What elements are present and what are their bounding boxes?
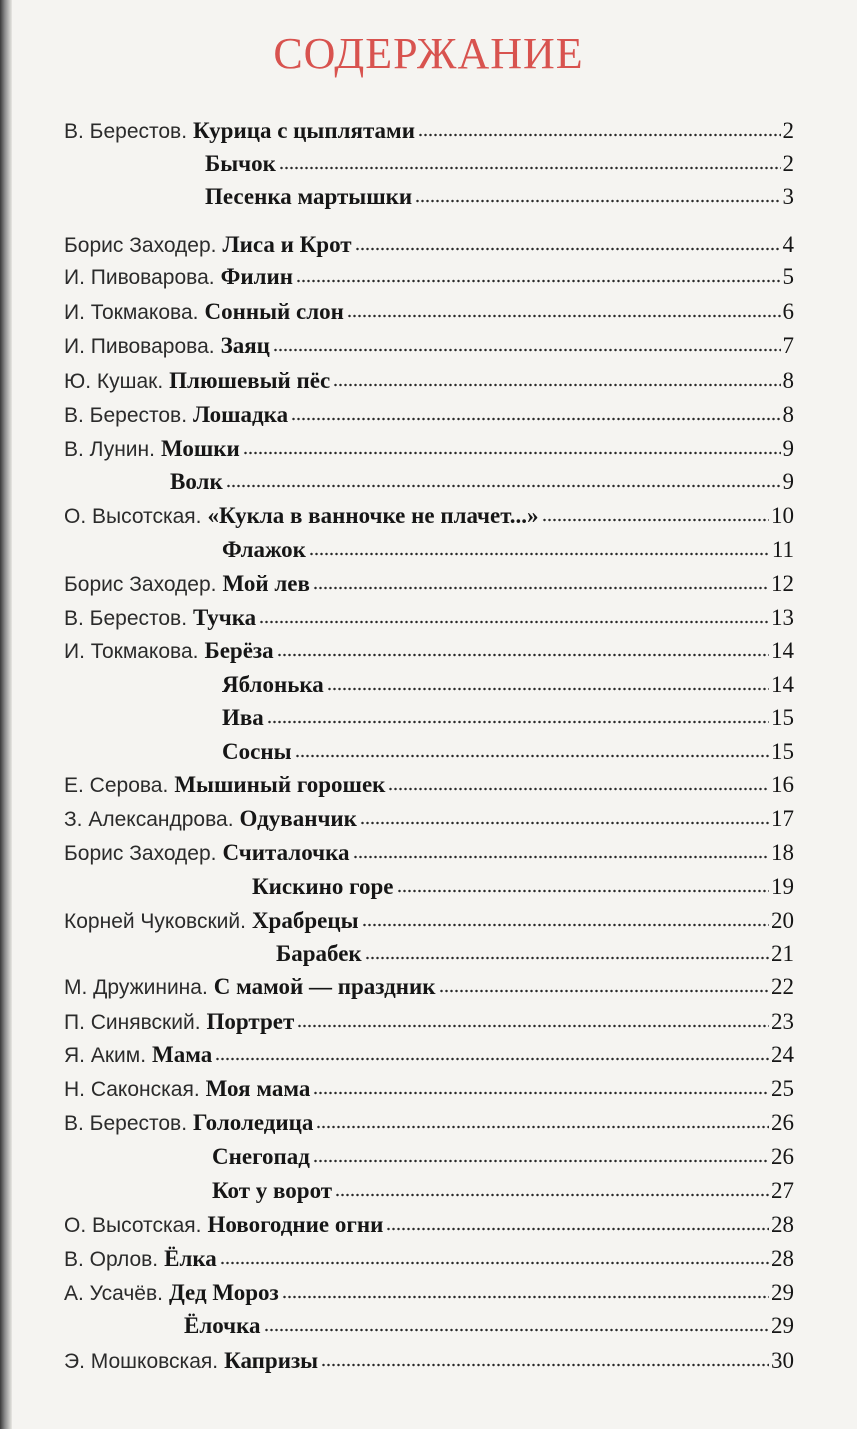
toc-entry (64, 1003, 794, 1035)
toc-page-number: 7 (782, 333, 794, 358)
toc-dot-leader (296, 278, 780, 284)
toc-author: В. Лунин. (64, 438, 155, 461)
toc-title: Лиса и Крот (222, 232, 352, 257)
toc-entry (64, 327, 794, 359)
toc-dot-leader (313, 1090, 769, 1096)
toc-page-number: 11 (771, 537, 794, 562)
toc-entry (64, 293, 794, 325)
toc-entry (64, 258, 794, 290)
toc-title: Гололедица (193, 1110, 314, 1135)
toc-page-number: 25 (771, 1076, 794, 1101)
toc-entry (64, 1070, 794, 1102)
toc-title: Новогодние огни (207, 1212, 384, 1237)
toc-title: Мышиный горошек (174, 772, 386, 797)
toc-page-number: 29 (771, 1313, 794, 1338)
toc-page-number: 28 (771, 1212, 794, 1237)
toc-entry (64, 632, 794, 664)
toc-title: Одуванчик (239, 806, 357, 831)
toc-entry (64, 968, 794, 1000)
toc-entry (64, 1036, 794, 1068)
toc-page-number: 20 (771, 908, 794, 933)
toc-title: Плюшевый пёс (169, 368, 331, 393)
toc-entry (212, 1138, 794, 1170)
toc-author: О. Высотская. (64, 1214, 202, 1237)
toc-title: Барабек (276, 941, 362, 966)
toc-entry (276, 935, 794, 967)
toc-dot-leader (215, 1056, 769, 1062)
toc-entry (212, 1172, 794, 1204)
toc-dot-leader (313, 585, 769, 591)
toc-title: Песенка мартышки (205, 184, 413, 209)
toc-title: Лошадка (193, 402, 289, 427)
toc-entry (64, 800, 794, 832)
toc-entry (64, 834, 794, 866)
toc-dot-leader (362, 922, 769, 928)
toc-dot-leader (360, 820, 769, 826)
toc-title: Сосны (222, 739, 292, 764)
toc-author: В. Берестов. (64, 120, 188, 143)
toc-dot-leader (397, 888, 769, 894)
toc-title: Берёза (204, 638, 274, 663)
toc-page-number: 8 (782, 402, 794, 427)
toc-title: Моя мама (205, 1076, 311, 1101)
toc-author: Н. Саконская. (64, 1078, 200, 1101)
toc-title: Храбрецы (251, 908, 359, 933)
toc-page-number: 14 (771, 638, 794, 663)
toc-entry (64, 497, 794, 529)
toc-dot-leader (333, 382, 780, 388)
toc-dot-leader (297, 1023, 769, 1029)
toc-author: Борис Заходер. (64, 573, 217, 596)
toc-author: О. Высотская. (64, 505, 202, 528)
toc-entry (64, 1206, 794, 1238)
toc-title: Тучка (193, 605, 257, 630)
toc-title: Бычок (205, 151, 276, 176)
toc-title: Филин (220, 264, 294, 289)
toc-author: Ю. Кушак. (64, 370, 164, 393)
toc-title: Снегопад (212, 1144, 310, 1169)
toc-dot-leader (282, 1294, 769, 1300)
toc-entry (222, 666, 794, 698)
toc-page-number: 22 (771, 974, 794, 999)
toc-author: Борис Заходер. (64, 234, 217, 257)
toc-entry (64, 1240, 794, 1272)
toc-title: Дед Мороз (168, 1280, 279, 1305)
toc-page-number: 3 (782, 184, 794, 209)
toc-entry (222, 733, 794, 765)
toc-page-number: 10 (771, 503, 794, 528)
toc-author: З. Александрова. (64, 808, 234, 831)
toc-title: Кот у ворот (212, 1178, 333, 1203)
toc-page-number: 13 (771, 605, 794, 630)
toc-entry (170, 463, 794, 495)
page-title: СОДЕРЖАНИЕ (273, 29, 584, 78)
toc-page-number: 21 (771, 941, 794, 966)
toc-entry (64, 599, 794, 631)
toc-author: И. Токмакова. (64, 301, 199, 324)
toc-dot-leader (418, 132, 781, 138)
toc-author: Е. Серова. (64, 774, 169, 797)
toc-dot-leader (295, 753, 769, 759)
page-spine-shadow (0, 0, 12, 1429)
toc-page-number: 15 (771, 705, 794, 730)
toc-title: Мошки (160, 436, 240, 461)
toc-title: Курица с цыплятами (193, 118, 415, 143)
toc-title: Яблонька (222, 672, 324, 697)
toc-page-number: 26 (771, 1144, 794, 1169)
toc-dot-leader (386, 1226, 769, 1232)
toc-page-number: 6 (782, 299, 794, 324)
toc-entry (64, 396, 794, 428)
toc-page-number: 16 (771, 772, 794, 797)
toc-title: Сонный слон (204, 299, 344, 324)
toc-title: Флажок (222, 537, 306, 562)
toc-dot-leader (321, 1362, 769, 1368)
toc-dot-leader (415, 198, 780, 204)
toc-dot-leader (273, 347, 781, 353)
toc-dot-leader (327, 686, 769, 692)
toc-author: А. Усачёв. (64, 1282, 163, 1305)
toc-entry (64, 766, 794, 798)
toc-entry (64, 1274, 794, 1306)
toc-page-number: 4 (782, 232, 794, 257)
toc-author: Я. Аким. (64, 1044, 147, 1067)
toc-dot-leader (439, 988, 769, 994)
toc-page-number: 15 (771, 739, 794, 764)
toc-author: В. Берестов. (64, 404, 188, 427)
toc-title: Волк (170, 469, 223, 494)
toc-dot-leader (347, 313, 781, 319)
toc-entry (222, 531, 794, 563)
toc-page-number: 5 (782, 264, 794, 289)
toc-page-number: 28 (771, 1246, 794, 1271)
toc-dot-leader (355, 246, 781, 252)
toc-title: С мамой — праздник (213, 974, 436, 999)
toc-dot-leader (388, 786, 769, 792)
toc-title: Заяц (220, 333, 270, 358)
toc-page-number: 9 (782, 436, 794, 461)
toc-dot-leader (243, 450, 781, 456)
toc-dot-leader (279, 165, 781, 171)
toc-dot-leader (353, 854, 770, 860)
toc-author: В. Берестов. (64, 1112, 188, 1135)
toc-author: И. Токмакова. (64, 640, 199, 663)
toc-dot-leader (277, 652, 769, 658)
toc-entry (184, 1307, 794, 1339)
toc-dot-leader (259, 619, 769, 625)
toc-page-number: 8 (782, 368, 794, 393)
toc-title: Ёлочка (184, 1313, 261, 1338)
toc-entry (64, 1104, 794, 1136)
toc-entry (222, 699, 794, 731)
toc-title: Портрет (206, 1009, 295, 1034)
toc-author: М. Дружинина. (64, 976, 208, 999)
toc-entry (64, 362, 794, 394)
toc-dot-leader (365, 955, 769, 961)
toc-dot-leader (267, 719, 769, 725)
toc-page-number: 12 (771, 571, 794, 596)
toc-entry (252, 868, 794, 900)
toc-title: Мама (152, 1042, 213, 1067)
toc-title: Считалочка (222, 840, 350, 865)
toc-page-number: 26 (771, 1110, 794, 1135)
toc-page-number: 19 (771, 874, 794, 899)
toc-author: В. Берестов. (64, 607, 188, 630)
toc-author: И. Пивоварова. (64, 266, 215, 289)
toc-author: И. Пивоварова. (64, 335, 215, 358)
toc-page-number: 27 (771, 1178, 794, 1203)
toc-author: В. Орлов. (64, 1248, 159, 1271)
toc-entry (64, 226, 794, 258)
toc-title: Капризы (224, 1348, 319, 1373)
toc-title: «Кукла в ванночке не плачет...» (207, 503, 539, 528)
toc-entry (64, 1342, 794, 1374)
toc-entry (64, 112, 794, 144)
toc-page-number: 2 (782, 151, 794, 176)
toc-page-number: 18 (771, 840, 794, 865)
toc-entry (205, 178, 794, 210)
toc-page-number: 17 (771, 806, 794, 831)
toc-page-number: 30 (771, 1348, 794, 1373)
toc-page-number: 14 (771, 672, 794, 697)
toc-dot-leader (220, 1260, 769, 1266)
toc-entry (205, 145, 794, 177)
toc-page-number: 24 (771, 1042, 794, 1067)
toc-dot-leader (316, 1124, 769, 1130)
toc-title: Ива (222, 705, 264, 730)
toc-dot-leader (264, 1327, 769, 1333)
toc-entry (64, 430, 794, 462)
toc-page-number: 23 (771, 1009, 794, 1034)
toc-dot-leader (313, 1158, 769, 1164)
toc-dot-leader (542, 517, 769, 523)
toc-entry (64, 902, 794, 934)
toc-title: Кискино горе (252, 874, 394, 899)
toc-title: Ёлка (164, 1246, 217, 1271)
toc-entry (64, 565, 794, 597)
toc-author: Э. Мошковская. (64, 1350, 219, 1373)
toc-page-number: 29 (771, 1280, 794, 1305)
toc-page-number: 9 (782, 469, 794, 494)
toc-author: П. Синявский. (64, 1011, 201, 1034)
toc-dot-leader (335, 1192, 769, 1198)
toc-title: Мой лев (222, 571, 310, 596)
toc-page-number: 2 (782, 118, 794, 143)
toc-dot-leader (309, 551, 770, 557)
toc-dot-leader (291, 416, 780, 422)
toc-author: Корней Чуковский. (64, 910, 246, 933)
toc-dot-leader (226, 483, 781, 489)
toc-author: Борис Заходер. (64, 842, 217, 865)
